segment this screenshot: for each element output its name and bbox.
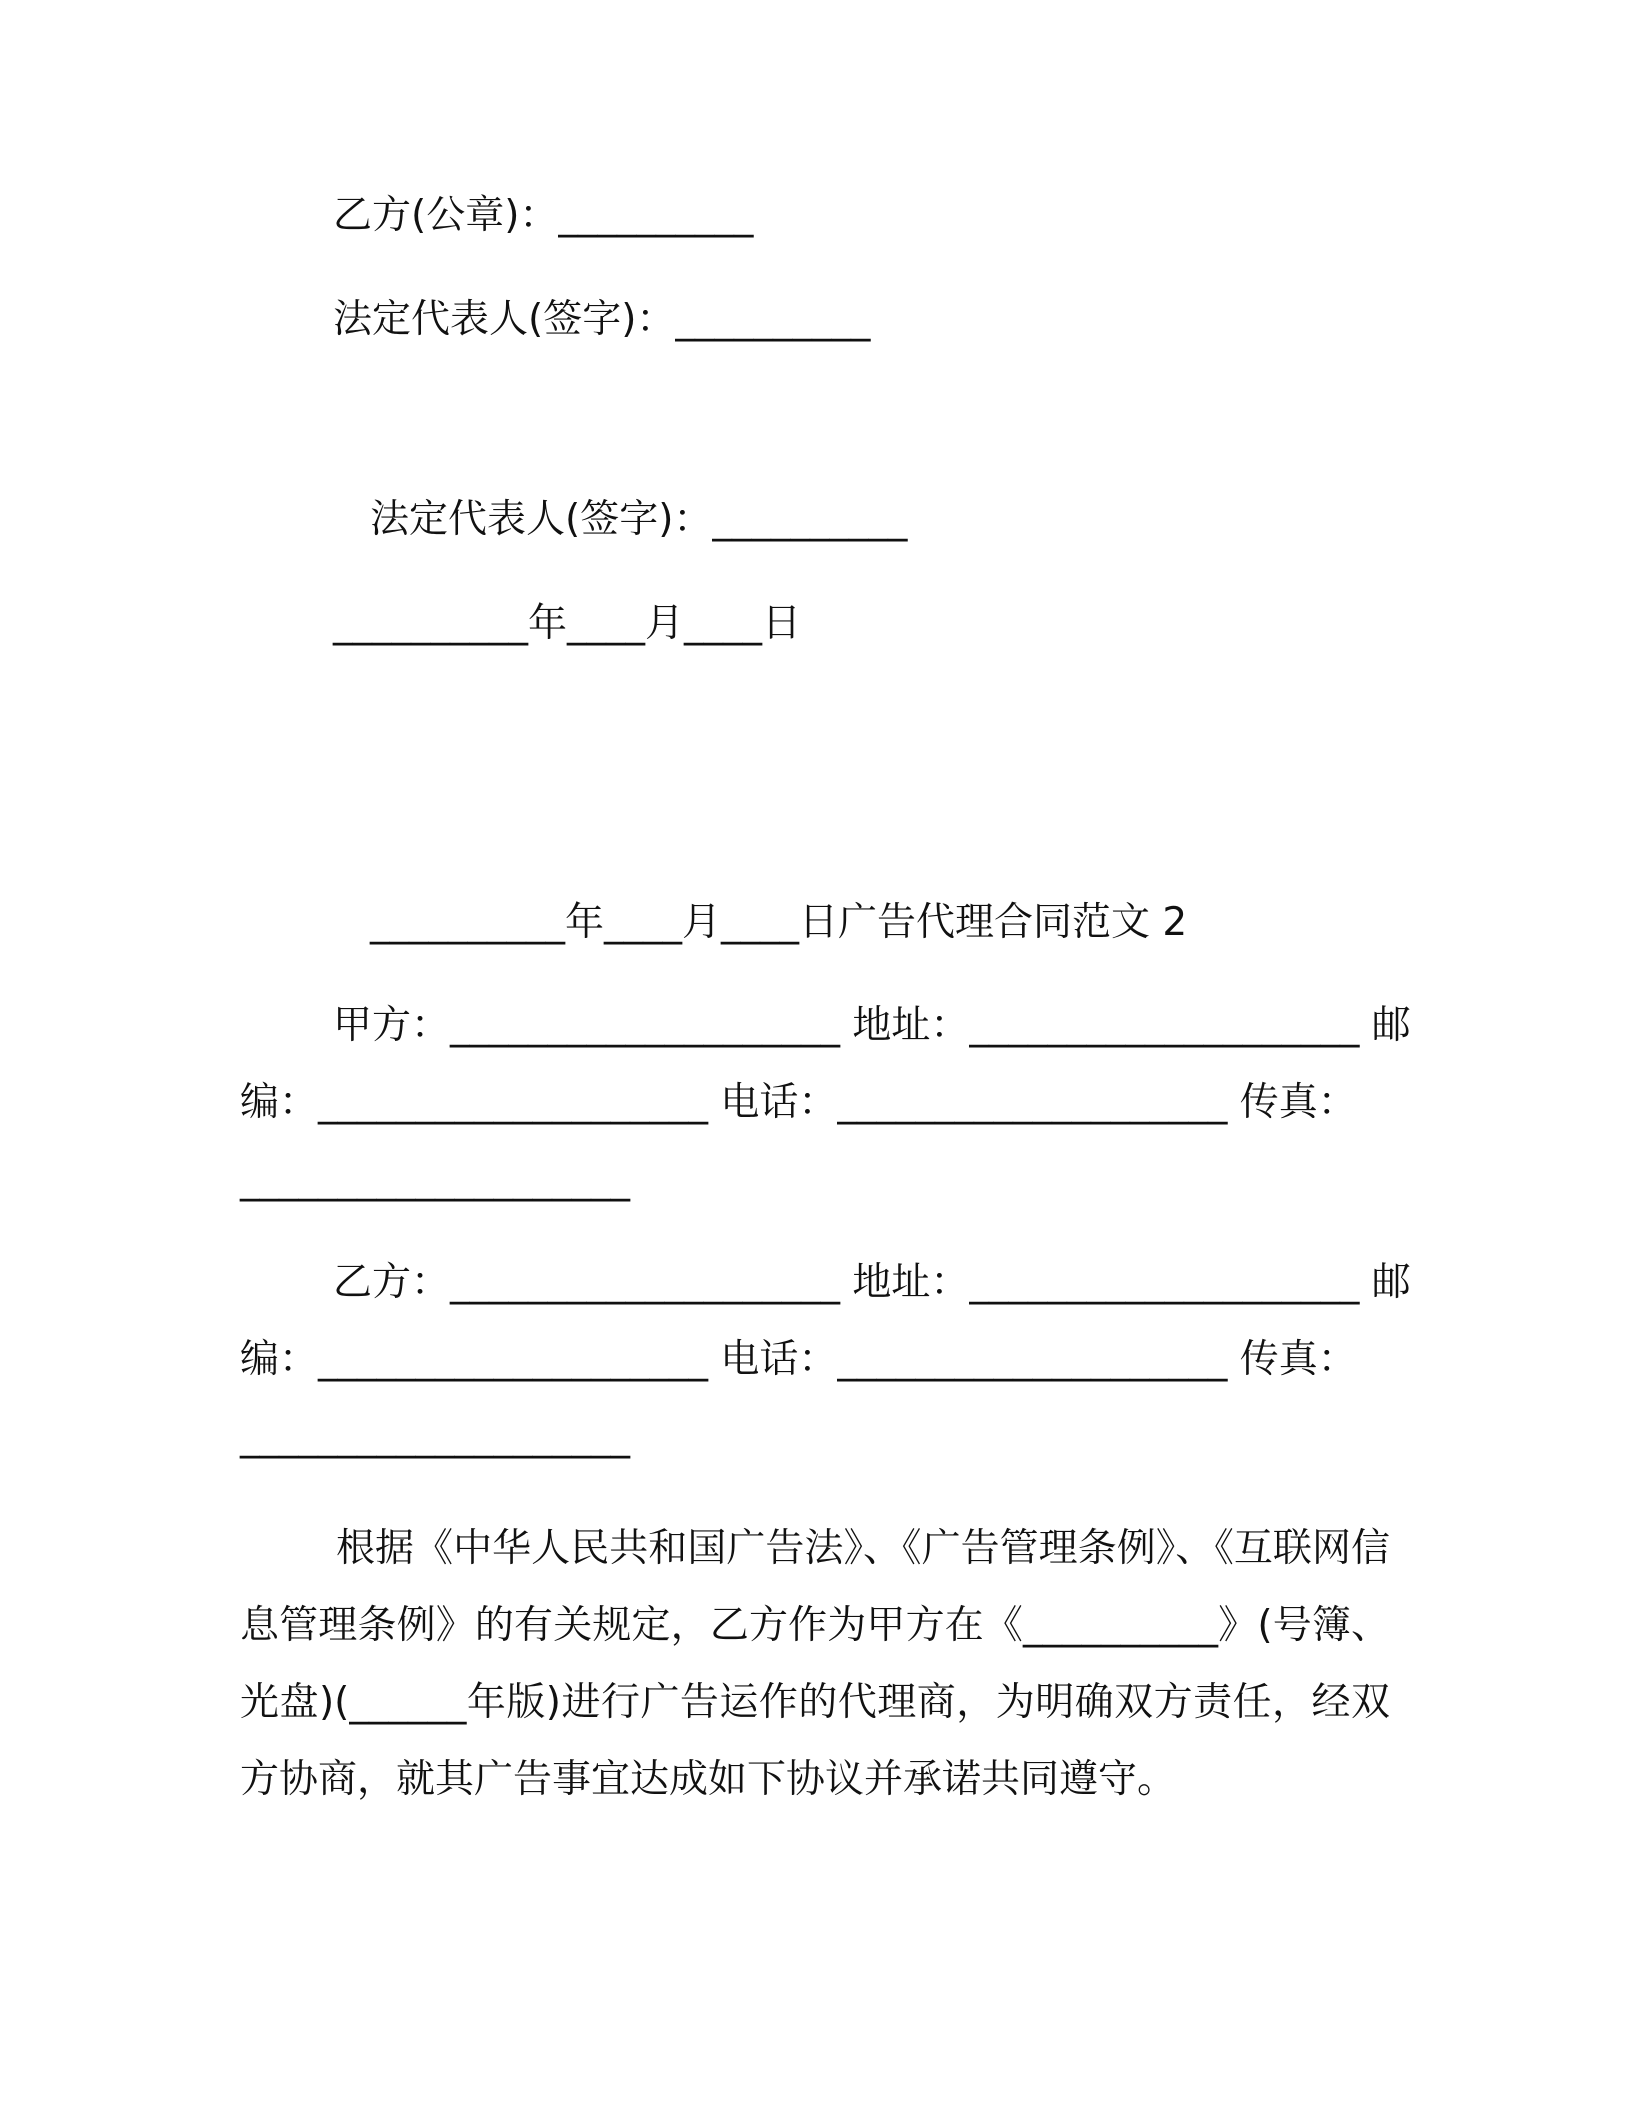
legal-rep-signature-line-1: 法定代表人(签字)：__________ xyxy=(333,297,871,342)
signature-date-line: __________年____月____日 xyxy=(333,601,802,646)
contract-body-paragraph: 根据《中华人民共和国广告法》、《广告管理条例》、《互联网信息管理条例》的有关规定，乙方作为甲方在《__________》(号簿、光盘)(______年版)进行广告运作的代理商，为明确双方责任，经双方协商，就其广告事宜达成如下协议并承诺共同遵守。 xyxy=(240,1526,1390,1802)
contract-title-line: __________年____月____日广告代理合同范文 2 xyxy=(370,900,1188,945)
party-b-info-line-2: 编：____________________ 电话：____________________ 传真： xyxy=(240,1337,1357,1382)
party-b-info-line-1: 乙方：____________________ 地址：____________________ 邮 xyxy=(333,1260,1411,1305)
party-b-info-line-3: ____________________ xyxy=(240,1414,630,1459)
party-b-seal-line: 乙方(公章)：__________ xyxy=(333,193,754,238)
party-a-info-line-2: 编：____________________ 电话：____________________ 传真： xyxy=(240,1080,1357,1125)
legal-rep-signature-line-2: 法定代表人(签字)：__________ xyxy=(370,497,908,542)
party-a-info-line-1: 甲方：____________________ 地址：____________________ 邮 xyxy=(333,1003,1411,1048)
party-a-info-line-3: ____________________ xyxy=(240,1157,630,1202)
